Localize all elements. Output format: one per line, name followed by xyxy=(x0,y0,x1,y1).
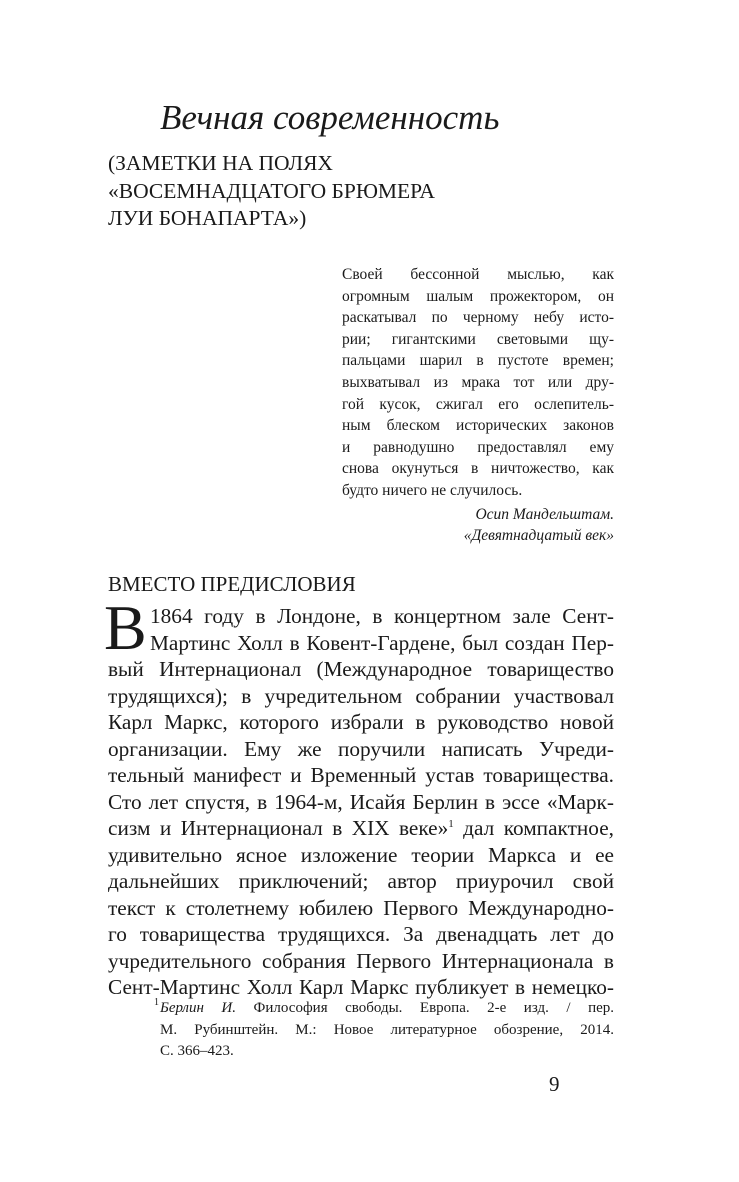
drop-cap: В xyxy=(104,592,147,663)
subtitle-line: ЛУИ БОНАПАРТА») xyxy=(108,206,307,230)
epigraph-line: и равнодушно предоставлял ему xyxy=(342,438,614,456)
footnote-reference[interactable]: 1 xyxy=(448,817,454,830)
footnote-author: Берлин И. xyxy=(160,1000,237,1016)
chapter-title: Вечная современность xyxy=(160,98,500,137)
body-line-part: дал компактное, xyxy=(453,816,614,840)
epigraph-line: пальцами шарил в пустоте времен; xyxy=(342,352,614,370)
body-line: трудящихся); в учредительном собрании участвовал xyxy=(108,683,614,708)
epigraph-line: снова окунуться в ничтожество, как xyxy=(342,460,614,478)
footnote-line-part: Философия свободы. Европа. 2-е изд. / пер. xyxy=(236,1000,615,1016)
body-line: учредительного собрания Первого Интернационала в xyxy=(108,948,614,973)
body-line: Карл Маркс, которого избрали в руководство новой xyxy=(108,710,614,734)
epigraph-author: Осип Мандельштам. xyxy=(475,505,614,523)
footnote-line: С. 366–423. xyxy=(160,1043,234,1059)
chapter-subtitle xyxy=(108,150,435,233)
epigraph xyxy=(342,264,614,547)
footnote-number: 1 xyxy=(154,997,159,1008)
epigraph-line: Своей бессонной мыслью, как xyxy=(342,266,614,283)
epigraph-line: раскатывал по черному небу исто- xyxy=(342,309,614,327)
body-text xyxy=(108,603,614,1001)
body-line: текст к столетнему юбилею Первого Международно- xyxy=(108,895,614,920)
body-line: тельный манифест и Временный устав товарищества. xyxy=(108,763,614,787)
body-line-part: сизм и Интернационал в XIX веке» xyxy=(108,816,449,840)
body-line: организации. Ему же поручили написать Учреди- xyxy=(108,736,614,761)
epigraph-line: гой кусок, сжигал его ослепитель- xyxy=(342,395,614,413)
epigraph-line: рии; гигантскими световыми щу- xyxy=(342,330,614,348)
footnote-line xyxy=(160,998,614,1020)
body-line: Сент-Мартинс Холл Карл Маркс публикует в немецко- xyxy=(108,975,614,999)
page-number: 9 xyxy=(549,1072,560,1096)
epigraph-line: огромным шалым прожектором, он xyxy=(342,287,614,305)
body-line: вый Интернационал (Международное товарищество xyxy=(108,657,614,681)
epigraph-line: ным блеском исторических законов xyxy=(342,417,614,435)
body-line: 1864 году в Лондоне, в концертном зале Сент- xyxy=(150,604,614,628)
body-line: Мартинс Холл в Ковент-Гардене, был создан Пер- xyxy=(150,630,614,655)
body-line: Сто лет спустя, в 1964-м, Исайя Берлин в эссе «Марк- xyxy=(108,789,614,814)
epigraph-line: будто ничего не случилось. xyxy=(342,481,523,499)
body-line: го товарищества трудящихся. За двенадцать лет до xyxy=(108,922,614,946)
body-line: удивительно ясное изложение теории Маркса и ее xyxy=(108,842,614,867)
epigraph-source: «Девятнадцатый век» xyxy=(463,527,614,545)
subtitle-line: (ЗАМЕТКИ НА ПОЛЯХ xyxy=(108,151,333,175)
epigraph-line: выхватывал из мрака тот или дру- xyxy=(342,373,614,391)
footnote xyxy=(154,997,615,1063)
body-line: дальнейших приключений; автор приурочил свой xyxy=(108,869,614,893)
subtitle-line: «ВОСЕМНАДЦАТОГО БРЮМЕРА xyxy=(108,178,435,203)
section-heading: ВМЕСТО ПРЕДИСЛОВИЯ xyxy=(108,572,356,596)
body-line xyxy=(108,815,614,842)
footnote-line: М. Рубинштейн. М.: Новое литературное обозрение, 2014. xyxy=(160,1021,614,1038)
